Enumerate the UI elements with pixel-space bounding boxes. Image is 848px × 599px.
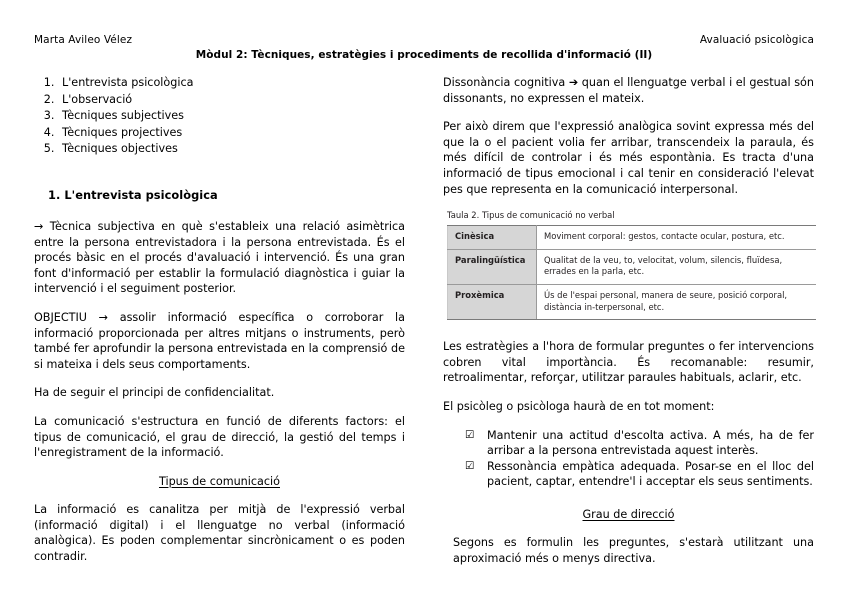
table-cell-definition: Moviment corporal: gestos, contacte ocular, postura, etc. (537, 226, 817, 250)
page-header (34, 34, 814, 47)
left-column (34, 75, 405, 580)
paragraph-analogica: Per això direm que l'expressió analògica sovint expressa més del que la o el pacient volia fer arribar, transcendeix la paraula, és més difícil de controlar i és més espontània. Es tracta d'una informació de tipus emocional i cal tenir en consideració l'elevat pes que representa en la comunicació interpersonal. (443, 120, 814, 196)
list-item-label: Mantenir una actitud d'escolta activa. A més, ha de fer arribar a la persona entrevistada aquest interès. (487, 428, 814, 458)
paragraph-structure: La comunicació s'estructura en funció de diferents factors: el tipus de comunicació, el grau de direcció, la gestió del temps i l'enregistrament de la informació. (34, 414, 405, 460)
table-of-contents (58, 75, 405, 158)
toc-item: 1. L'entrevista psicològica (58, 75, 405, 92)
toc-item: 5. Tècniques objectives (58, 141, 405, 158)
toc-item: 3. Tècniques subjectives (58, 108, 405, 125)
paragraph-dissonancia: Dissonància cognitiva ➔ quan el llenguatge verbal i el gestual són dissonants, no expressen el mateix. (443, 76, 814, 105)
header-course: Avaluació psicològica (699, 34, 814, 46)
table-row (448, 226, 817, 250)
table-cell-term: Cinèsica (448, 226, 537, 250)
checkbox-icon: ☑ (465, 459, 475, 472)
table-comunicacio-no-verbal (447, 225, 816, 320)
table-cell-term: Proxèmica (448, 284, 537, 319)
table-row (448, 249, 817, 284)
paragraph-estrategies: Les estratègies a l'hora de formular preguntes o fer intervencions cobren vital importància. És recomanable: resumir, retroalimentar, reforçar, utilitzar paraules habituals, aclarir, etc. (443, 340, 814, 385)
section-heading-entrevista: 1. L'entrevista psicològica (48, 187, 218, 202)
document-title: Mòdul 2: Tècniques, estratègies i procediments de recollida d'informació (II) (195, 49, 653, 61)
paragraph-segons: Segons es formulin les preguntes, s'estarà utilitzant una aproximació més o menys directiva. (453, 536, 814, 566)
header-author: Marta Avileo Vélez (34, 34, 133, 46)
subheading-tipus-comunicacio (34, 474, 405, 490)
paragraph-confidentiality: Ha de seguir el principi de confidencialitat. (34, 386, 275, 400)
toc-item: 2. L'observació (58, 92, 405, 109)
list-item (465, 459, 814, 490)
table-cell-term: Paralingüística (448, 249, 537, 284)
paragraph-definition: → Tècnica subjectiva en què s'estableix una relació asimètrica entre la persona entrevistadora i la persona entrevistada. És el procés bàsic en el procés d'avaluació i intervenció. És una gran font d'informació per establir la formulació diagnòstica i guiar la intervenció i el seguiment posterior. (34, 219, 405, 296)
list-item (465, 428, 814, 459)
checklist (443, 428, 814, 490)
paragraph-objective: OBJECTIU → assolir informació específica o corroborar la informació proporcionada per altres mitjans o instruments, però també fer aprofundir la persona entrevistada en la comprensió de si mateixa i dels seus comportaments. (34, 310, 405, 371)
table-caption: Taula 2. Tipus de comunicació no verbal (447, 210, 615, 221)
paragraph-psicoleg: El psicòleg o psicòloga haurà de en tot moment: (443, 399, 715, 413)
subheading-grau-direccio (443, 507, 814, 523)
table-row (448, 284, 817, 319)
table-cell-definition: Qualitat de la veu, to, velocitat, volum, silencis, fluïdesa, errades en la parla, etc. (537, 249, 817, 284)
paragraph-canalitza: La informació es canalitza per mitjà de l'expressió verbal (informació digital) i el llenguatge no verbal (informació analògica). Es poden complementar sincrònicament o es poden contradir. (34, 503, 405, 564)
two-column-body (34, 75, 814, 580)
toc-item: 4. Tècniques projectives (58, 125, 405, 142)
table-cell-definition: Ús de l'espai personal, manera de seure, posició corporal, distància in-terpersonal, etc. (537, 284, 817, 319)
subheading-tipus-comunicacio-text: Tipus de comunicació (158, 474, 280, 488)
list-item-label: Ressonància empàtica adequada. Posar-se en el lloc del pacient, captar, entendre'l i acceptar els seus sentiments. (487, 459, 814, 489)
subheading-grau-direccio-text: Grau de direcció (582, 507, 675, 521)
checkbox-icon: ☑ (465, 428, 475, 441)
right-column (443, 75, 814, 580)
